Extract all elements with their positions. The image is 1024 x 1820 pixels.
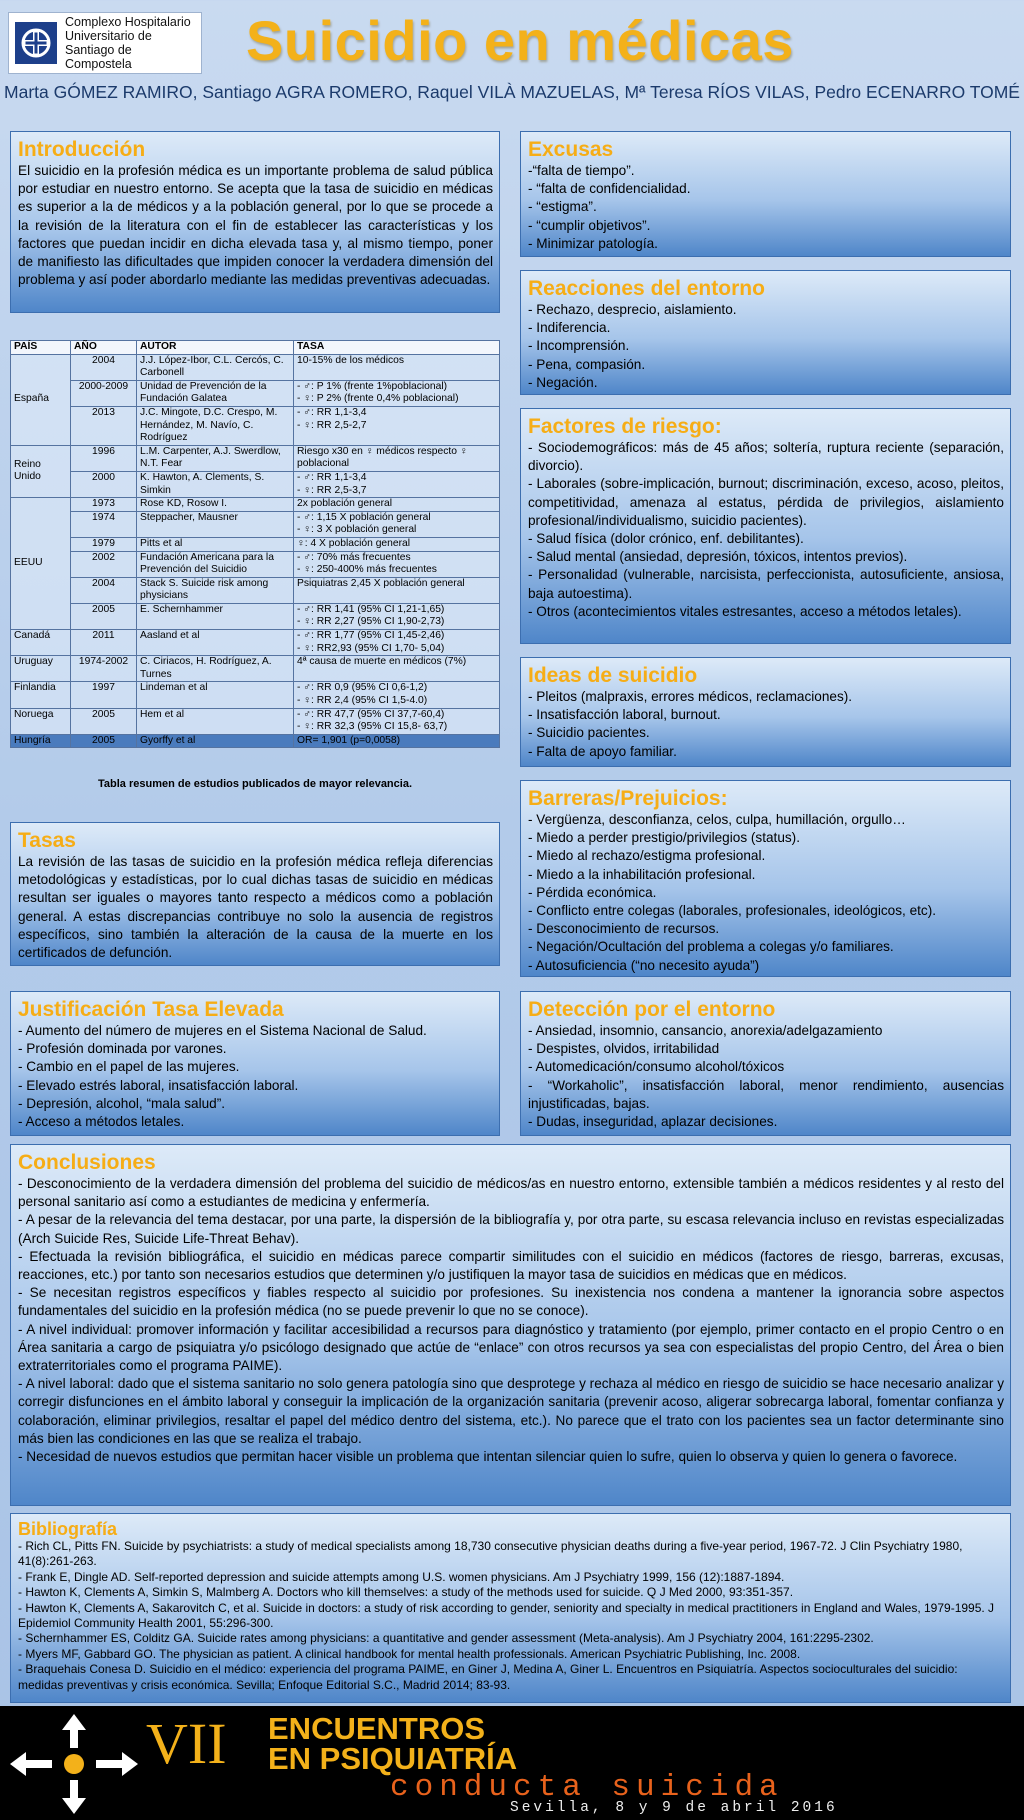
list-item: - Miedo al rechazo/estigma profesional. [528,848,766,864]
list-item: - Aumento del número de mujeres en el Sistema Nacional de Salud. [18,1023,427,1038]
author-cell: C. Ciriacos, H. Rodríguez, A. Turnes [137,656,294,682]
rate-cell: 4ª causa de muerte en médicos (7%) [294,656,500,682]
year-cell: 1979 [71,537,137,551]
barreras-list [528,811,1004,975]
ideas-title: Ideas de suicidio [528,664,698,687]
hospital-logo [8,12,202,74]
list-item: - Frank E, Dingle AD. Self-reported depression and suicide attempts among U.S. women physicians. Am J Psychiatry 1999, 156 (12):1887-1894. [18,1569,785,1584]
author-cell: E. Schernhammer [137,603,294,629]
author-cell: Rose KD, Rosow I. [137,498,294,512]
column-header: AÑO [71,341,137,355]
rate-cell: ♀: 4 X población general [294,537,500,551]
reacciones-list [528,301,1004,392]
list-item: - Pérdida económica. [528,884,657,900]
factores-box [520,408,1011,644]
year-cell: 2011 [71,630,137,656]
congress-date: Sevilla, 8 y 9 de abril 2016 [510,1800,838,1816]
country-cell: Finlandia [11,682,71,708]
list-item: - “Workaholic”, insatisfacción laboral, menor rendimiento, ausencias injustificadas, bajas. [528,1077,1004,1111]
list-item: - Insatisfacción laboral, burnout. [528,707,721,723]
list-item: - Myers MF, Gabbard GO. The physician as patient. A clinical handbook for mental health professionals. American Psychiatric Publishing, Inc. 2008. [18,1646,801,1661]
ideas-list [528,688,1004,761]
list-item: - Desconocimiento de recursos. [528,921,720,937]
year-cell: 2004 [71,354,137,380]
year-cell: 2005 [71,708,137,734]
tasas-box [10,822,500,966]
author-cell: J.J. López-Ibor, C.L. Cercós, C. Carbonell [137,354,294,380]
conclusiones-box [10,1144,1011,1506]
table-row [11,734,500,748]
country-cell: España [11,354,71,445]
year-cell: 1974 [71,511,137,537]
ideas-box [520,657,1011,767]
country-cell: Reino Unido [11,445,71,497]
year-cell: 2000-2009 [71,380,137,406]
table-row [11,471,500,497]
year-cell: 2004 [71,577,137,603]
list-item: - Automedicación/consumo alcohol/tóxicos [528,1059,785,1075]
congress-name [268,1711,518,1776]
table-row [11,577,500,603]
deteccion-title: Detección por el entorno [528,998,776,1021]
table-row [11,630,500,656]
table-row [11,406,500,445]
list-item: - Despistes, olvidos, irritabilidad [528,1041,720,1057]
hospital-cross-icon [15,22,57,64]
barreras-title: Barreras/Prejuicios: [528,787,728,810]
list-item: - Otros (acontecimientos vitales estresantes, acceso a métodos letales). [528,603,962,619]
author-cell: Stack S. Suicide risk among physicians [137,577,294,603]
studies-table [10,340,500,748]
bibliografia-box [10,1513,1011,1703]
introduccion-text: El suicidio en la profesión médica es un importante problema de salud pública por estudiar en nuestro entorno. Se acepta que la tasa de suicidio en médicas es superior a la de médicos y a la población general, por lo que se procede a la revisión de la literatura con el fin de establecer las características y los factores que puedan incidir en dicha elevada tasa y, al mismo tiempo, poner de manifiesto las dificultades que impiden conocer la verdadera dimensión del problema y así poder abordarlo mediante las medidas preventivas adecuadas. [18,163,493,288]
list-item: - A pesar de la relevancia del tema destacar, por una parte, la dispersión de la bibliografía y, por otra parte, su escasa relevancia incluso en revistas especializadas (Arch Suicide Res, Suicide Life-Threat Behav). [18,1212,1004,1246]
factores-title: Factores de riesgo: [528,415,722,438]
list-item: - Sociodemográficos: más de 45 años; soltería, ruptura reciente (separación, divorcio). [528,440,1004,474]
author-cell: L.M. Carpenter, A.J. Swerdlow, N.T. Fear [137,445,294,471]
table-row [11,537,500,551]
rate-cell: OR= 1,901 (p=0,0058) [294,734,500,748]
list-item: - Negación/Ocultación del problema a colegas y/o familiares. [528,939,894,955]
excusas-title: Excusas [528,138,614,161]
year-cell: 2000 [71,471,137,497]
poster-title: Suicidio en médicas [246,9,794,72]
factores-list [528,439,1004,621]
deteccion-list [528,1022,1004,1131]
introduccion-title: Introducción [18,138,146,161]
list-item: - Desconocimiento de la verdadera dimensión del problema del suicidio de médicos/as en nuestro entorno, extensible también a médicos residentes y al resto del personal sanitario así como a estudiantes de medicina y enfermería. [18,1176,1004,1210]
institution-line: Universitario de [65,29,152,43]
list-item: - Elevado estrés laboral, insatisfacción laboral. [18,1077,299,1093]
table-row [11,498,500,512]
column-header: AUTOR [137,341,294,355]
congress-numeral: VII [146,1711,227,1776]
author-cell: Gyorffy et al [137,734,294,748]
justificacion-title: Justificación Tasa Elevada [18,998,284,1021]
list-item: - Miedo a perder prestigio/privilegios (status). [528,830,800,846]
list-item: - A nivel individual: promover información y facilitar accesibilidad a recursos para diagnóstico y tratamiento (por ejemplo, primer contacto en el propio Centro o en Área sanitaria a cargo de psiquiatra y/o psicólogo designado que actúe de “enlace” con otros recursos ya sea con especialistas del propio Centro, del Área o bien extraterritoriales como el programa PAIME). [18,1321,1004,1374]
table-header-row [11,341,500,355]
table-row [11,380,500,406]
institution-line: Complexo Hospitalario [65,15,191,29]
author-cell: Unidad de Prevención de la Fundación Galatea [137,380,294,406]
author-cell: J.C. Mingote, D.C. Crespo, M. Hernández, M. Navío, C. Rodríguez [137,406,294,445]
rate-cell: 10-15% de los médicos [294,354,500,380]
table-caption: Tabla resumen de estudios publicados de mayor relevancia. [97,778,412,790]
author-cell: Hem et al [137,708,294,734]
list-item: - Miedo a la inhabilitación profesional. [528,866,756,882]
list-item: - Rechazo, desprecio, aislamiento. [528,302,737,317]
list-item: - Hawton K, Clements A, Simkin S, Malmberg A. Doctors who kill themselves: a study of the methods used for suicide. Q J Med 2000, 93:351-357. [18,1585,794,1600]
studies-table-wrap [10,340,500,748]
list-item: - Necesidad de nuevos estudios que permitan hacer visible un problema que intentan silenciar quien lo sufre, quien lo observa y quien lo genera o favorece. [18,1449,958,1465]
author-cell: K. Hawton, A. Clements, S. Simkin [137,471,294,497]
list-item: - Autosuficiencia (“no necesito ayuda”) [528,957,760,973]
introduccion-box [10,131,500,313]
rate-cell: - ♂: 1,15 X población general - ♀: 3 X población general [294,511,500,537]
list-item: - Laborales (sobre-implicación, burnout; discriminación, exceso, acoso, pleitos, competitividad, amenaza al estatus, pérdida de privilegios, aislamiento profesional/individualismo, suicidio pacientes). [528,476,1004,528]
country-cell: Uruguay [11,656,71,682]
congress-name-line: EN PSIQUIATRÍA [268,1741,518,1776]
list-item: - Acceso a métodos letales. [18,1114,185,1130]
rate-cell: - ♂: 70% más frecuentes - ♀: 250-400% más frecuentes [294,551,500,577]
rate-cell: - ♂: RR 1,1-3,4 - ♀: RR 2,5-3,7 [294,471,500,497]
justificacion-list [18,1022,493,1131]
author-cell: Aasland et al [137,630,294,656]
bibliografia-title: Bibliografía [18,1519,118,1539]
list-item: - Pleitos (malpraxis, errores médicos, reclamaciones). [528,689,853,704]
list-item: - Ansiedad, insomnio, cansancio, anorexia/adelgazamiento [528,1023,883,1038]
list-item: - Braquehais Conesa D. Suicidio en el médico: experiencia del programa PAIME, en Giner J, Medina A, Giner L. Encuentros en Psiquiatría. Aspectos socioculturales del suicidio: medidas preventivas y crisis económica. Sevilla; Enfoque Editorial S.C., Madrid 2014; 83-93. [18,1662,958,1692]
list-item: - Rich CL, Pitts FN. Suicide by psychiatrists: a study of medical specialists among 18,730 consecutive physician deaths during a five-year period, 1967-72. J Clin Psychiatry 1980, 41(8):261-263. [18,1539,963,1569]
list-item: - “falta de confidencialidad. [528,181,691,197]
year-cell: 1997 [71,682,137,708]
tasas-text: La revisión de las tasas de suicidio en la profesión médica refleja diferencias metodológicas y estadísticas, por lo cual dichas tasas de suicidio en médicas resultan ser iguales o mayores tanto respecto a médicos como a población general. A estas discrepancias contribuye no solo la ausencia de registros específicos, sino también la alteración de la causa de la muerte en los certificados de defunción. [18,854,493,961]
list-item: - Indiferencia. [528,320,611,336]
excusas-list [528,162,1004,253]
year-cell: 2005 [71,603,137,629]
year-cell: 1973 [71,498,137,512]
country-cell: Hungría [11,734,71,748]
list-item: - Dudas, inseguridad, aplazar decisiones. [528,1114,778,1130]
congress-logo-icon [8,1712,140,1820]
rate-cell: - ♂: P 1% (frente 1%poblacional) - ♀: P 2% (frente 0,4% poblacional) [294,380,500,406]
rate-cell: Riesgo x30 en ♀ médicos respecto ♀ poblacional [294,445,500,471]
list-item: - “estigma”. [528,199,597,215]
list-item: - Negación. [528,374,598,390]
institution-line: Santiago de Compostela [65,43,132,71]
barreras-box [520,780,1011,977]
rate-cell: - ♂: RR 0,9 (95% CI 0,6-1,2) - ♀: RR 2,4 (95% CI 1,5-4.0) [294,682,500,708]
year-cell: 2013 [71,406,137,445]
conclusiones-title: Conclusiones [18,1151,156,1174]
list-item: - Salud mental (ansiedad, depresión, tóxicos, intentos previos). [528,549,908,565]
list-item: - Profesión dominada por varones. [18,1041,227,1057]
column-header: PAÍS [11,341,71,355]
country-cell: Noruega [11,708,71,734]
institution-name [65,15,195,71]
list-item: - Personalidad (vulnerable, narcisista, perfeccionista, autosuficiente, ansiosa, baja autoestima). [528,567,1004,601]
list-item: - Falta de apoyo familiar. [528,743,677,759]
year-cell: 1996 [71,445,137,471]
authors-line: Marta GÓMEZ RAMIRO, Santiago AGRA ROMERO, Raquel VILÀ MAZUELAS, Mª Teresa RÍOS VILAS, Pedro ECENARRO TOMÉ [4,82,1020,102]
author-cell: Steppacher, Mausner [137,511,294,537]
year-cell: 1974-2002 [71,656,137,682]
list-item: - Salud física (dolor crónico, enf. debilitantes). [528,531,804,547]
list-item: - Suicidio pacientes. [528,725,650,741]
list-item: - Conflicto entre colegas (laborales, profesionales, ideológicos, etc). [528,903,937,919]
list-item: - Depresión, alcohol, “mala salud”. [18,1095,226,1111]
excusas-box [520,131,1011,257]
author-cell: Lindeman et al [137,682,294,708]
list-item: - Schernhammer ES, Colditz GA. Suicide rates among physicians: a quantitative and gender assessment (Meta-analysis). Am J Psychiatry 2004, 161:2295-2302. [18,1631,874,1646]
list-item: -“falta de tiempo”. [528,163,635,178]
rate-cell: Psiquiatras 2,45 X población general [294,577,500,603]
country-cell: Canadá [11,630,71,656]
congress-name-line: ENCUENTROS [268,1711,486,1746]
rate-cell: 2x población general [294,498,500,512]
table-row [11,603,500,629]
list-item: - Vergüenza, desconfianza, celos, culpa, humillación, orgullo… [528,812,906,827]
list-item: - A nivel laboral: dado que el sistema sanitario no solo genera patología sino que desprotege y rechaza al médico en riesgo de suicidio se hace necesario analizar y corregir disfunciones en el ámbito laboral y conseguir la implicación de la organización sanitaria (prevenir acoso, aligerar sobrecarga laboral, fomentar confianza y colaboración, eliminar privilegios, resaltar el papel del médico dentro del sistema, etc.). No parece que el trato con los pacientes sea un factor determinante sino más bien las condiciones en las que se realiza el trabajo. [18,1376,1004,1446]
list-item: - Se necesitan registros específicos y fiables respecto al suicidio por profesiones. Su inexistencia nos condena a mantener la ignorancia sobre aspectos fundamentales del suicidio en la profesión médica (no se puede prevenir lo que no se conoce). [18,1285,1004,1319]
list-item: - Hawton K, Clements A, Sakarovitch C, et al. Suicide in doctors: a study of risk according to gender, seniority and specialty in medical practitioners in England and Wales, 1979-1995. J Epidemiol Community Health 2001, 55:296-300. [18,1600,995,1631]
list-item: - “cumplir objetivos”. [528,217,651,233]
table-row [11,656,500,682]
author-cell: Fundación Americana para la Prevención del Suicidio [137,551,294,577]
year-cell: 2005 [71,734,137,748]
country-cell: EEUU [11,498,71,630]
deteccion-box [520,991,1011,1136]
reacciones-box [520,270,1011,395]
table-row [11,682,500,708]
bibliografia-list [18,1539,1004,1693]
list-item: - Incomprensión. [528,338,630,354]
table-row [11,445,500,471]
justificacion-box [10,991,500,1136]
reacciones-title: Reacciones del entorno [528,277,765,300]
table-row [11,551,500,577]
author-cell: Pitts et al [137,537,294,551]
rate-cell: - ♂: RR 1,41 (95% CI 1,21-1,65) - ♀: RR 2,27 (95% CI 1,90-2,73) [294,603,500,629]
table-row [11,511,500,537]
list-item: - Pena, compasión. [528,356,646,372]
rate-cell: - ♂: RR 47,7 (95% CI 37,7-60,4) - ♀: RR 32,3 (95% CI 15,8- 63,7) [294,708,500,734]
rate-cell: - ♂: RR 1,1-3,4 - ♀: RR 2,5-2,7 [294,406,500,445]
year-cell: 2002 [71,551,137,577]
rate-cell: - ♂: RR 1,77 (95% CI 1,45-2,46) - ♀: RR2,93 (95% CI 1,70- 5,04) [294,630,500,656]
tasas-title: Tasas [18,829,76,852]
congress-topic: conducta suicida [390,1770,784,1805]
table-row [11,354,500,380]
table-row [11,708,500,734]
conclusiones-list [18,1175,1004,1466]
column-header: TASA [294,341,500,355]
list-item: - Efectuada la revisión bibliográfica, el suicidio en médicas parece compartir similitudes con el suicidio en médicos (factores de riesgo, barreras, excusas, reacciones, etc.) por tanto son necesarios estudios que determinen y/o justifiquen la mayor tasa de suicidios en médicas que en médicos. [18,1248,1004,1283]
list-item: - Minimizar patología. [528,235,658,251]
list-item: - Cambio en el papel de las mujeres. [18,1059,240,1075]
